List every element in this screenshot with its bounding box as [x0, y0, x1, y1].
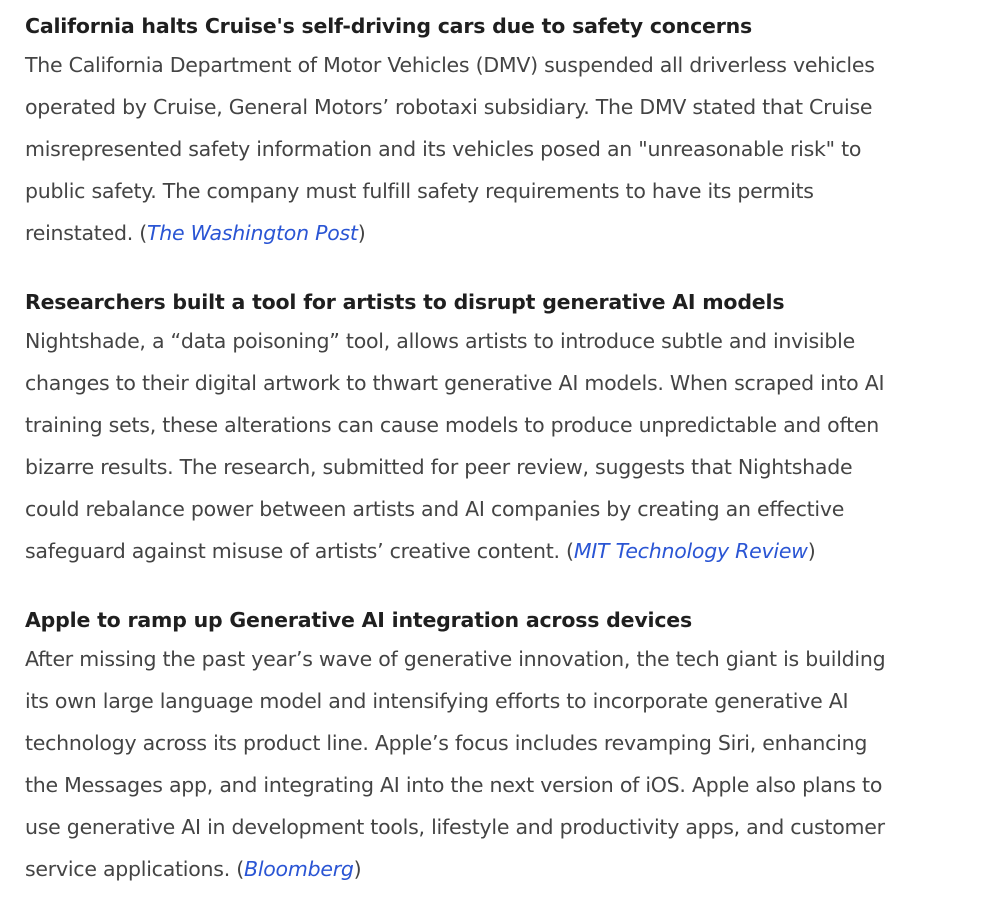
body-line: the Messages app, and integrating AI into the next version of iOS. Apple also plans to: [25, 773, 883, 797]
closing-paren: ): [353, 857, 362, 881]
news-item-apple: [25, 602, 997, 890]
body-line: technology across its product line. Apple’s focus includes revamping Siri, enhancing: [25, 731, 868, 755]
body-text: service applications. (: [25, 857, 244, 881]
body-line: Nightshade, a “data poisoning” tool, allows artists to introduce subtle and invisible: [25, 329, 855, 353]
body-text: reinstated. (: [25, 221, 148, 245]
body-line: use generative AI in development tools, lifestyle and productivity apps, and customer: [25, 815, 885, 839]
closing-paren: ): [357, 221, 366, 245]
body-line-last: [25, 212, 997, 254]
body-text: safeguard against misuse of artists’ creative content. (: [25, 539, 574, 563]
body-line-last: [25, 848, 997, 890]
news-item-cruise: [25, 8, 997, 254]
source-link-bloomberg[interactable]: Bloomberg: [244, 857, 354, 881]
news-body: [25, 320, 997, 572]
body-line: bizarre results. The research, submitted for peer review, suggests that Nightshade: [25, 455, 853, 479]
body-line: training sets, these alterations can cause models to produce unpredictable and often: [25, 413, 879, 437]
body-line: After missing the past year’s wave of generative innovation, the tech giant is building: [25, 647, 886, 671]
source-link-mit-technology-review[interactable]: MIT Technology Review: [573, 539, 808, 563]
news-headline: Researchers built a tool for artists to disrupt generative AI models: [25, 290, 785, 314]
body-line: could rebalance power between artists and AI companies by creating an effective: [25, 497, 845, 521]
body-line: misrepresented safety information and its vehicles posed an "unreasonable risk" to: [25, 137, 862, 161]
news-headline: California halts Cruise's self-driving cars due to safety concerns: [25, 14, 753, 38]
closing-paren: ): [807, 539, 816, 563]
body-line-last: [25, 530, 997, 572]
body-line: public safety. The company must fulfill safety requirements to have its permits: [25, 179, 814, 203]
news-headline: Apple to ramp up Generative AI integration across devices: [25, 608, 692, 632]
news-body: [25, 44, 997, 254]
source-link-washington-post[interactable]: The Washington Post: [147, 221, 358, 245]
news-item-nightshade: [25, 284, 997, 572]
news-body: [25, 638, 997, 890]
body-line: operated by Cruise, General Motors’ robotaxi subsidiary. The DMV stated that Cruise: [25, 95, 873, 119]
body-line: The California Department of Motor Vehicles (DMV) suspended all driverless vehicles: [25, 53, 875, 77]
body-line: changes to their digital artwork to thwart generative AI models. When scraped into AI: [25, 371, 885, 395]
body-line: its own large language model and intensifying efforts to incorporate generative AI: [25, 689, 849, 713]
